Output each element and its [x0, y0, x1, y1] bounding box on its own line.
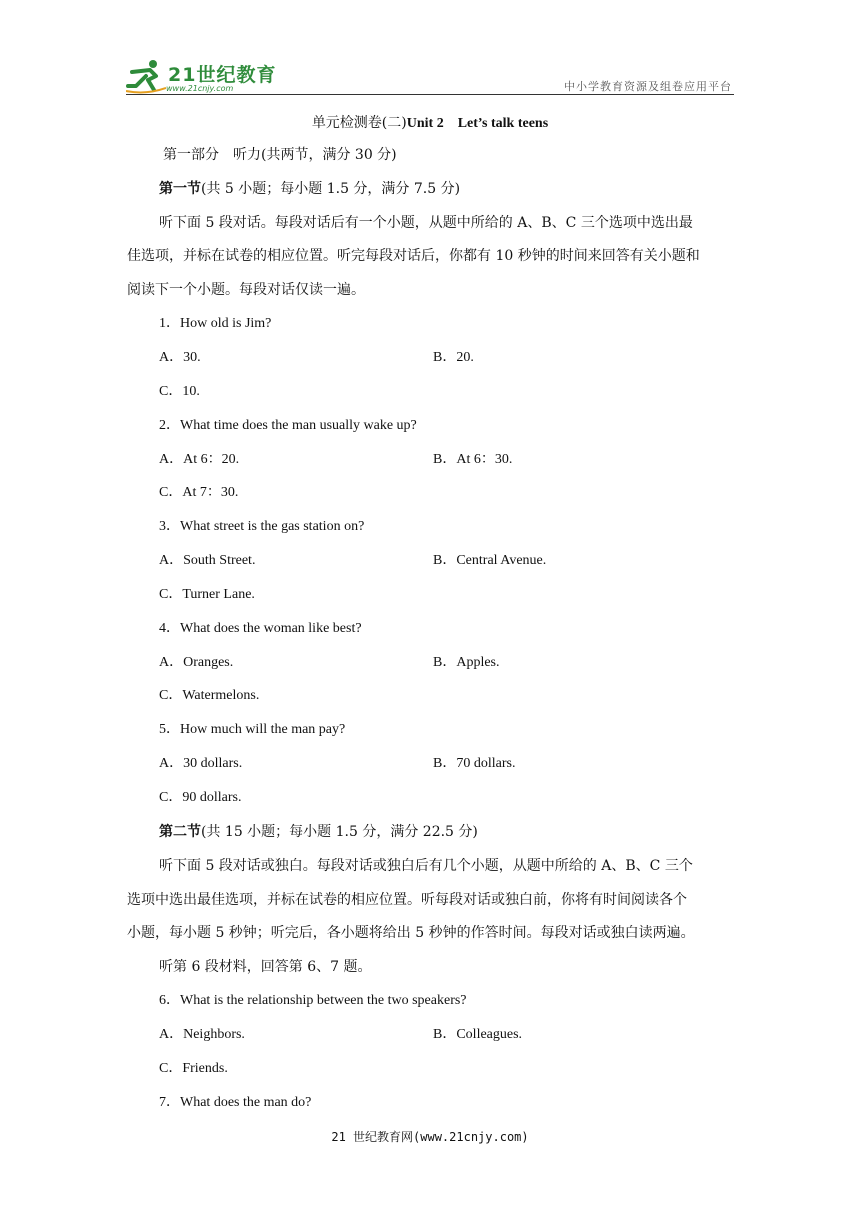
page-header [126, 58, 734, 96]
question-2-option-b: B．At 6：30. [433, 452, 513, 467]
question-6-option-c: C．Friends. [159, 1061, 228, 1076]
section2-instruction-1: 听下面 5 段对话或独白。每段对话或独白后有几个小题，从题中所给的 A、B、C 三个 [159, 858, 693, 874]
question-4-option-c: C．Watermelons. [159, 688, 260, 703]
section2-instruction-2: 选项中选出最佳选项，并标在试卷的相应位置。听每段对话或独白前，你将有时间阅读各个 [127, 892, 687, 908]
question-3: 3．What street is the gas station on? [159, 519, 365, 534]
logo-url: www.21cnjy.com [166, 84, 234, 93]
section1-heading-rest: (共 5 小题；每小题 1.5 分，满分 7.5 分) [201, 181, 461, 197]
question-1: 1．How old is Jim? [159, 316, 272, 331]
section1-heading [159, 179, 460, 199]
question-4: 4．What does the woman like best? [159, 621, 362, 636]
header-divider [126, 94, 734, 95]
question-5: 5．How much will the man pay? [159, 722, 346, 737]
title-en: Unit 2 Let’s talk teens [406, 116, 549, 131]
material-6-note: 听第 6 段材料，回答第 6、7 题。 [159, 959, 372, 975]
question-1-option-b: B．20. [433, 350, 474, 365]
logo [126, 58, 286, 96]
question-7: 7．What does the man do? [159, 1095, 312, 1110]
question-1-option-c: C．10. [159, 384, 200, 399]
question-5-option-a: A．30 dollars. [159, 756, 243, 771]
section1-instruction-2: 佳选项，并标在试卷的相应位置。听完每段对话后，你都有 10 秒钟的时间来回答有关小题和 [127, 248, 700, 264]
question-6: 6．What is the relationship between the two speakers? [159, 993, 467, 1008]
page-footer: 21 世纪教育网(www.21cnjy.com) [331, 1130, 529, 1144]
question-3-option-c: C．Turner Lane. [159, 587, 255, 602]
question-3-option-a: A．South Street. [159, 553, 256, 568]
part1-heading: 第一部分 听力(共两节，满分 30 分) [163, 147, 397, 163]
question-5-option-b: B．70 dollars. [433, 756, 516, 771]
logo-text: 21世纪教育 [168, 64, 277, 86]
header-platform-text: 中小学教育资源及组卷应用平台 [564, 80, 732, 93]
runner-logo-icon [126, 58, 166, 94]
question-6-option-b: B．Colleagues. [433, 1027, 523, 1042]
section1-instruction-1: 听下面 5 段对话。每段对话后有一个小题，从题中所给的 A、B、C 三个选项中选出最 [159, 215, 693, 231]
question-2-option-c: C．At 7：30. [159, 485, 239, 500]
question-3-option-b: B．Central Avenue. [433, 553, 547, 568]
question-2-option-a: A．At 6：20. [159, 452, 240, 467]
section2-heading-label: 第二节 [159, 824, 201, 840]
section2-heading [159, 822, 478, 842]
question-4-option-a: A．Oranges. [159, 655, 234, 670]
question-6-option-a: A．Neighbors. [159, 1027, 245, 1042]
question-5-option-c: C．90 dollars. [159, 790, 242, 805]
question-1-option-a: A．30. [159, 350, 201, 365]
section1-instruction-3: 阅读下一个小题。每段对话仅读一遍。 [127, 282, 365, 298]
question-4-option-b: B．Apples. [433, 655, 500, 670]
section1-heading-label: 第一节 [159, 181, 201, 197]
title-cn: 单元检测卷(二) [311, 115, 407, 131]
question-2: 2．What time does the man usually wake up? [159, 418, 417, 433]
page-title [0, 112, 860, 132]
section2-heading-rest: (共 15 小题；每小题 1.5 分，满分 22.5 分) [201, 824, 478, 840]
section2-instruction-3: 小题，每小题 5 秒钟；听完后，各小题将给出 5 秒钟的作答时间。每段对话或独白读两遍。 [127, 925, 695, 941]
